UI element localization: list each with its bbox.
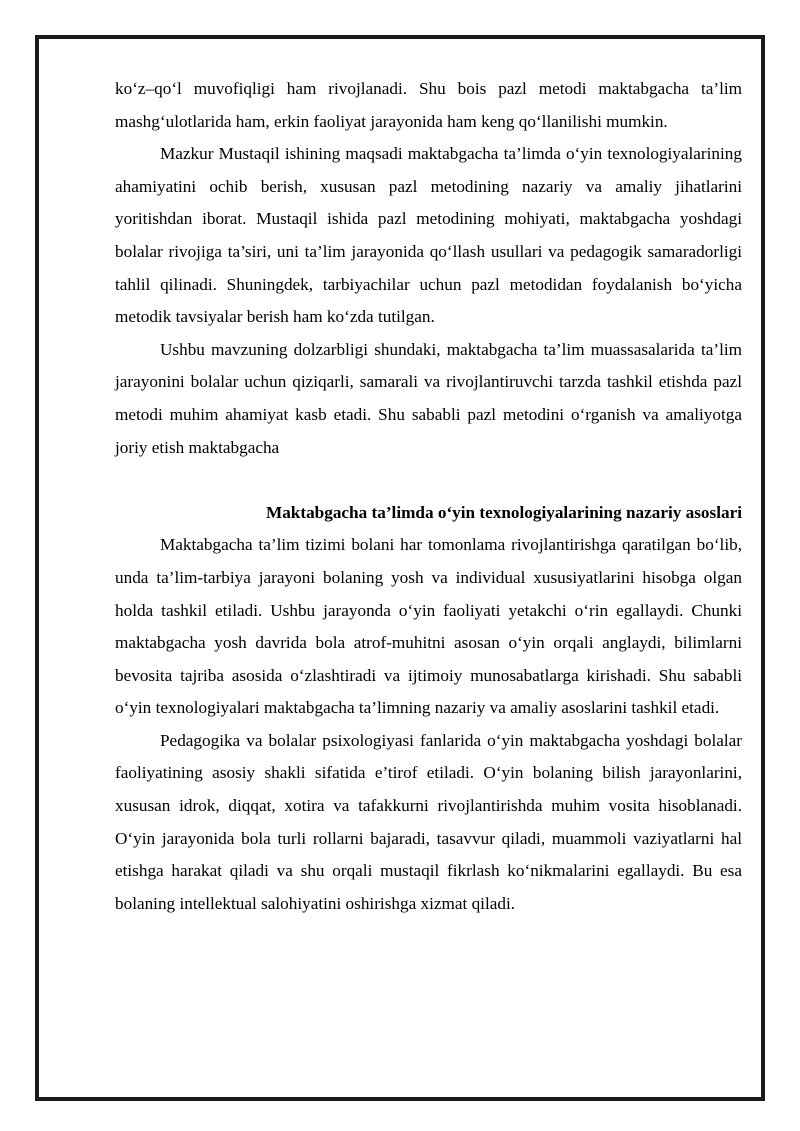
paragraph-pedagogy: Pedagogika va bolalar psixologiyasi fanlarida o‘yin maktabgacha yoshdagi bolalar faoliyatining asosiy shakli sifatida e’tirof etiladi. O‘yin bolaning bilish jarayonlarini, xususan idrok, diqqat, xotira va tafakkurni rivojlantirishda muhim vosita hisoblanadi. O‘yin jarayonida bola turli rollarni bajaradi, tasavvur qiladi, muammoli vaziyatlarni hal etishga harakat qiladi va shu orqali mustaqil fikrlash ko‘nikmalarini egallaydi. Bu esa bolaning intellektual salohiyatini oshirishga xizmat qiladi.: [115, 730, 742, 913]
paragraph-relevance: Ushbu mavzuning dolzarbligi shundaki, maktabgacha ta’lim muassasalarida ta’lim jarayonini bolalar uchun qiziqarli, samarali va rivojlantiruvchi tarzda tashkil etishda pazl metodi muhim ahamiyat kasb etadi. Shu sababli pazl metodini o‘rganish va amaliyotga joriy etish maktabgacha: [115, 339, 742, 457]
paragraph-purpose: Mazkur Mustaqil ishining maqsadi maktabgacha ta’limda o‘yin texnologiyalarining ahamiyatini ochib berish, xususan pazl metodining nazariy va amaliy jihatlarini yoritishdan iborat. Mustaqil ishida pazl metodining mohiyati, maktabgacha yoshdagi bolalar rivojiga ta’siri, uni ta’lim jarayonida qo‘llash usullari va pedagogik samaradorligi tahlil qilinadi. Shuningdek, tarbiyachilar uchun pazl metodidan foydalanish bo‘yicha metodik tavsiyalar berish ham ko‘zda tutilgan.: [115, 144, 742, 327]
section-heading: Maktabgacha ta’limda o‘yin texnologiyalarining nazariy asoslari: [265, 502, 742, 522]
document-body: [115, 73, 742, 920]
paragraph-preschool-system: Maktabgacha ta’lim tizimi bolani har tomonlama rivojlantirishga qaratilgan bo‘lib, unda ta’lim-tarbiya jarayoni bolaning yosh va individual xususiyatlarini hisobga olgan holda tashkil etiladi. Ushbu jarayonda o‘yin faoliyati yetakchi o‘rin egallaydi. Chunki maktabgacha yosh davrida bola atrof-muhitni asosan o‘yin orqali anglaydi, bilimlarni bevosita tajriba asosida o‘zlashtiradi va ijtimoiy munosabatlarga kirishadi. Shu sababli o‘yin texnologiyalari maktabgacha ta’limning nazariy va amaliy asoslarini tashkil etadi.: [115, 535, 742, 718]
paragraph-continued: ko‘z–qo‘l muvofiqligi ham rivojlanadi. Shu bois pazl metodi maktabgacha ta’lim mashg‘ulotlarida ham, erkin faoliyat jarayonida ham keng qo‘llanilishi mumkin.: [115, 79, 742, 131]
